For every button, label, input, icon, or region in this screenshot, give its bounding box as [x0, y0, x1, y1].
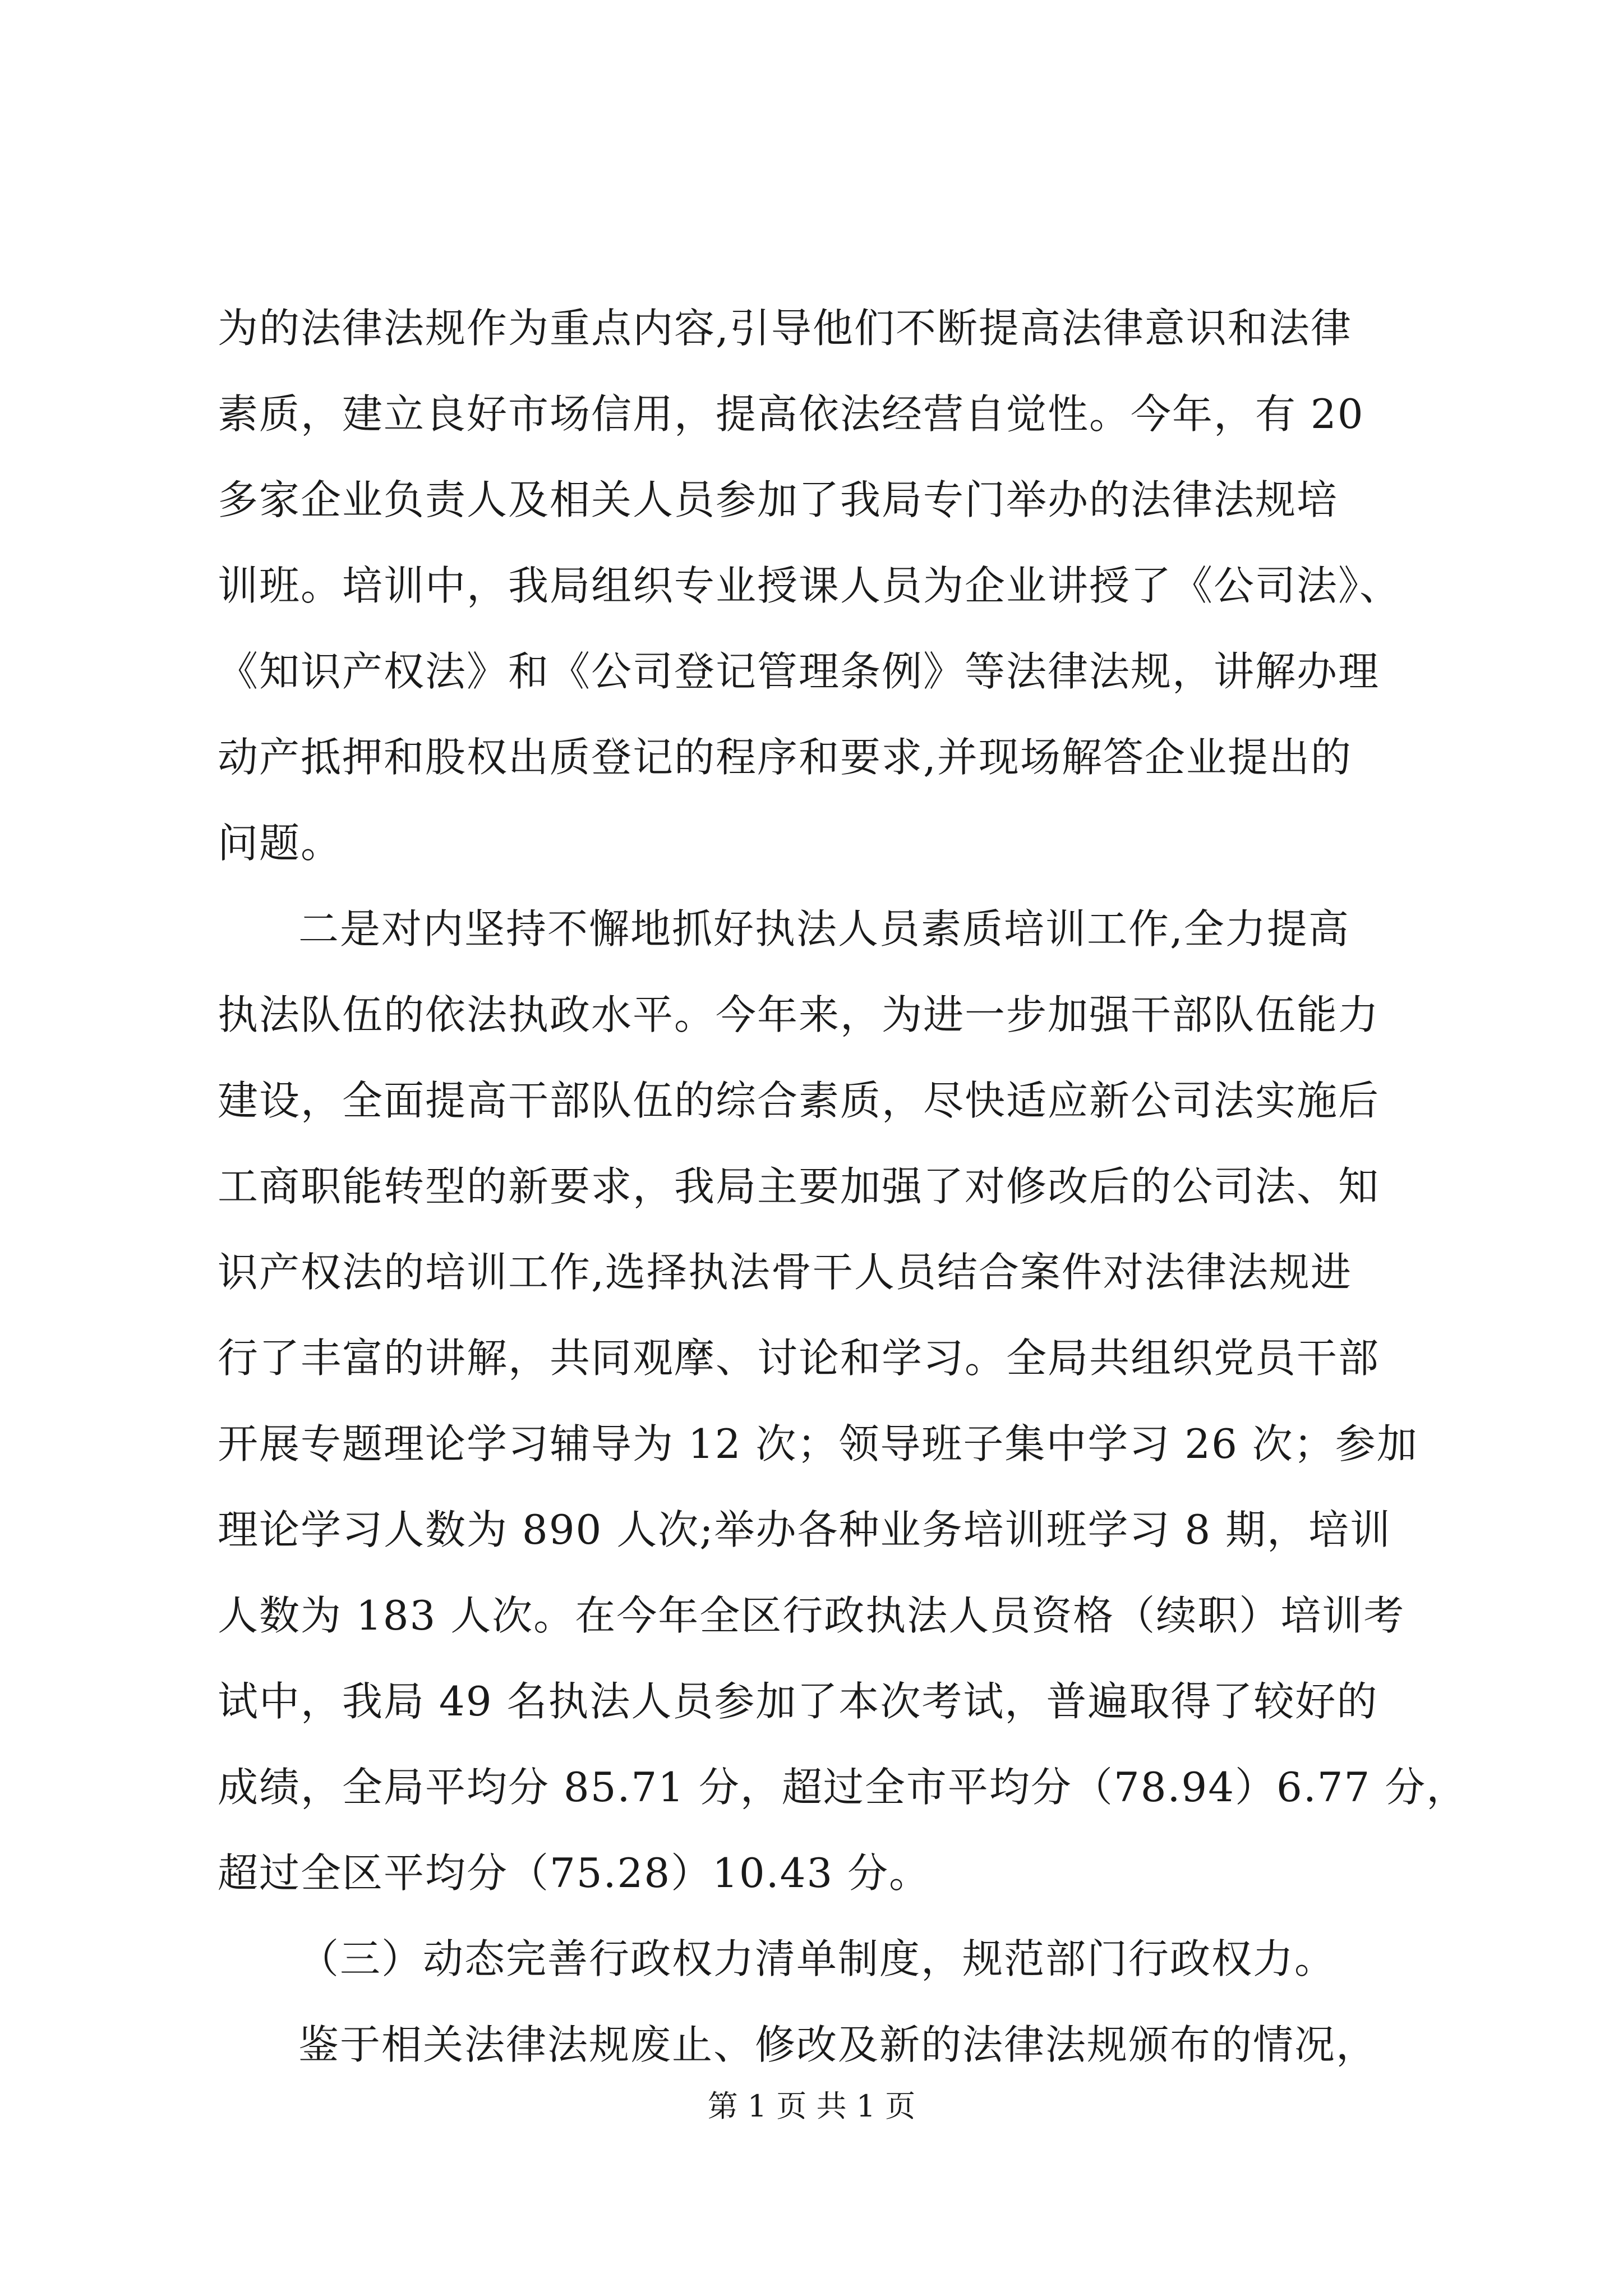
body-text-line: 工商职能转型的新要求，我局主要加强了对修改后的公司法、知 — [218, 1163, 1380, 1210]
body-text-line: 动产抵押和股权出质登记的程序和要求,并现场解答企业提出的 — [218, 734, 1352, 781]
body-text-line: 超过全区平均分（75.28）10.43 分。 — [218, 1849, 931, 1897]
body-text-line: 执法队伍的依法执政水平。今年来，为进一步加强干部队伍能力 — [218, 991, 1380, 1038]
body-text-line: 建设，全面提高干部队伍的综合素质，尽快适应新公司法实施后 — [218, 1077, 1380, 1124]
body-text-line: 人数为 183 人次。在今年全区行政执法人员资格（续职）培训考 — [218, 1592, 1405, 1639]
body-text-line: 行了丰富的讲解，共同观摩、讨论和学习。全局共组织党员干部 — [218, 1335, 1380, 1382]
body-text-line: 多家企业负责人及相关人员参加了我局专门举办的法律法规培 — [218, 476, 1339, 523]
section-heading: （三）动态完善行政权力清单制度，规范部门行政权力。 — [298, 1935, 1336, 1982]
paragraph-first-line: 二是对内坚持不懈地抓好执法人员素质培训工作,全力提高 — [298, 905, 1350, 953]
body-text-line: 成绩，全局平均分 85.71 分，超过全市平均分（78.94）6.77 分， — [218, 1764, 1468, 1811]
body-text-line: 开展专题理论学习辅导为 12 次；领导班子集中学习 26 次；参加 — [218, 1420, 1418, 1467]
body-text-line: 《知识产权法》和《公司登记管理条例》等法律法规，讲解办理 — [218, 648, 1380, 695]
body-text-line: 素质，建立良好市场信用，提高依法经营自觉性。今年，有 20 — [218, 390, 1364, 438]
body-text-line: 训班。培训中，我局组织专业授课人员为企业讲授了《公司法》、 — [218, 562, 1401, 609]
body-text-line: 试中，我局 49 名执法人员参加了本次考试，普遍取得了较好的 — [218, 1678, 1378, 1725]
body-text-line: 为的法律法规作为重点内容,引导他们不断提高法律意识和法律 — [218, 305, 1352, 352]
body-text-line: 问题。 — [218, 820, 343, 867]
page-number-footer: 第 1 页 共 1 页 — [707, 2088, 916, 2124]
body-text-line: 识产权法的培训工作,选择执法骨干人员结合案件对法律法规进 — [218, 1249, 1352, 1296]
body-text-line: 理论学习人数为 890 人次;举办各种业务培训班学习 8 期，培训 — [218, 1506, 1392, 1553]
paragraph-first-line: 鉴于相关法律法规废止、修改及新的法律法规颁布的情况， — [298, 2021, 1378, 2068]
